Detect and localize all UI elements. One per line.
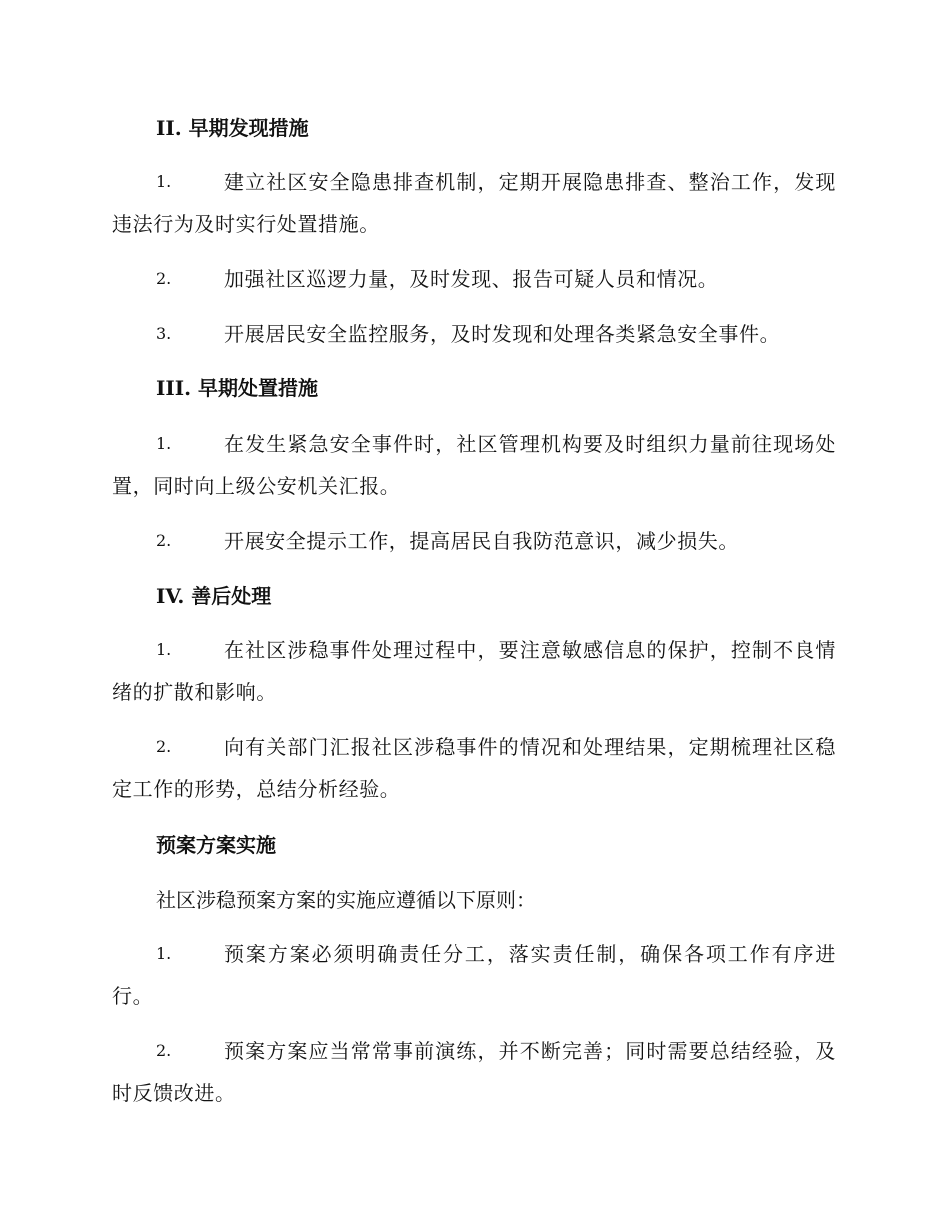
list-item xyxy=(112,939,836,1017)
list-item-number: 1. xyxy=(156,434,172,453)
list-item xyxy=(112,319,836,355)
list-item-text: 开展居民安全监控服务，及时发现和处理各类紧急安全事件。 xyxy=(224,322,781,346)
list-item xyxy=(112,429,836,507)
list-item-number: 2. xyxy=(156,531,172,550)
list-item-text: 加强社区巡逻力量，及时发现、报告可疑人员和情况。 xyxy=(224,267,719,291)
list-item-text: 向有关部门汇报社区涉稳事件的情况和处理结果，定期梳理社区稳定工作的形势，总结分析经验。 xyxy=(112,735,836,801)
list-item-text: 开展安全提示工作，提高居民自我防范意识，减少损失。 xyxy=(224,529,739,553)
list-item-number: 2. xyxy=(156,269,172,288)
list-item-text: 预案方案必须明确责任分工，落实责任制，确保各项工作有序进行。 xyxy=(112,942,836,1008)
list-item xyxy=(112,526,836,562)
section-heading-early-handling: III. 早期处置措施 xyxy=(156,376,318,400)
list-item xyxy=(112,732,836,810)
list-item xyxy=(112,264,836,300)
list-item xyxy=(112,1036,836,1114)
section-heading-early-detection: II. 早期发现措施 xyxy=(156,116,309,140)
list-item xyxy=(112,635,836,713)
list-item-number: 1. xyxy=(156,640,172,659)
list-item-number: 2. xyxy=(156,1041,172,1060)
list-item-text: 预案方案应当常常事前演练，并不断完善；同时需要总结经验，及时反馈改进。 xyxy=(112,1039,836,1105)
list-item-number: 1. xyxy=(156,172,172,191)
list-item-number: 3. xyxy=(156,324,172,343)
section-heading-aftermath: IV. 善后处理 xyxy=(156,584,272,608)
list-item-text: 在发生紧急安全事件时，社区管理机构要及时组织力量前往现场处置，同时向上级公安机关汇报。 xyxy=(112,432,836,498)
list-item-number: 2. xyxy=(156,737,172,756)
list-item xyxy=(112,167,836,245)
list-item-text: 建立社区安全隐患排查机制，定期开展隐患排查、整治工作，发现违法行为及时实行处置措施。 xyxy=(112,170,836,236)
list-item-text: 在社区涉稳事件处理过程中，要注意敏感信息的保护，控制不良情绪的扩散和影响。 xyxy=(112,638,836,704)
section-heading-implementation: 预案方案实施 xyxy=(156,833,276,857)
intro-paragraph: 社区涉稳预案方案的实施应遵循以下原则： xyxy=(156,888,536,912)
list-item-number: 1. xyxy=(156,944,172,963)
